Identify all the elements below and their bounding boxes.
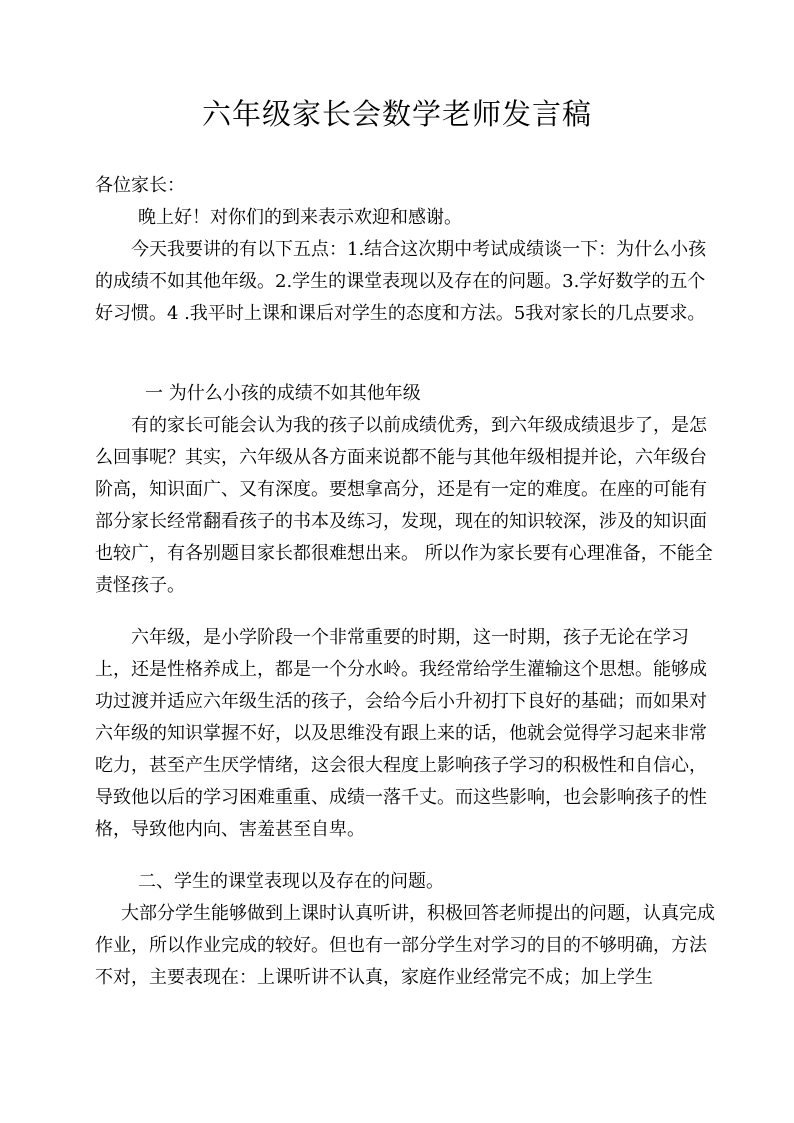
document-title: 六年级家长会数学老师发言稿 [201, 97, 592, 131]
paragraph-welcome: 晚上好！对你们的到来表示欢迎和感谢。 [138, 207, 462, 228]
paragraph-grade-six-importance: 六年级，是小学阶段一个非常重要的时期，这一时期，孩子无论在学习上，还是性格养成上，都是一个分水岭。我经常给学生灌输这个思想。能够成功过渡并适应六年级生活的孩子，会给今后小升初打下良好的基础；而如果对六年级的知识掌握不好，以及思维没有跟上来的话，他就会觉得学习起来非常吃力，甚至产生厌学情绪，这会很大程度上影响孩子学习的积极性和自信心，导致他以后的学习困难重重、成绩一落千丈。而这些影响，也会影响孩子的性格，导致他内向、害羞甚至自卑。 [95, 627, 707, 840]
greeting-line: 各位家长： [95, 175, 185, 196]
section-heading-1: 一 为什么小孩的成绩不如其他年级 [145, 383, 421, 404]
paragraph-classroom-performance: 大部分学生能够做到上课时认真听讲，积极回答老师提出的问题，认真完成作业，所以作业完成的较好。但也有一部分学生对学习的目的不够明确，方法不对，主要表现在：上课听讲不认真，家庭作业经常完不成；加上学生 [95, 903, 715, 988]
paragraph-agenda: 今天我要讲的有以下五点：1.结合这次期中考试成绩谈一下：为什么小孩的成绩不如其他年级。2.学生的课堂表现以及存在的问题。3.学好数学的五个好习惯。4 .我平时上课和课后对学生的态度和方法。5我对家长的几点要求。 [95, 239, 707, 324]
paragraph-grade-difficulty: 有的家长可能会认为我的孩子以前成绩优秀，到六年级成绩退步了，是怎么回事呢？其实，六年级从各方面来说都不能与其他年级相提并论，六年级台阶高，知识面广、又有深度。要想拿高分，还是有一定的难度。在座的可能有部分家长经常翻看孩子的书本及练习，发现，现在的知识较深，涉及的知识面也较广，有各别题目家长都很难想出来。 所以作为家长要有心理准备，不能全责怪孩子。 [95, 415, 713, 596]
section-heading-2: 二、学生的课堂表现以及存在的问题。 [138, 871, 444, 892]
